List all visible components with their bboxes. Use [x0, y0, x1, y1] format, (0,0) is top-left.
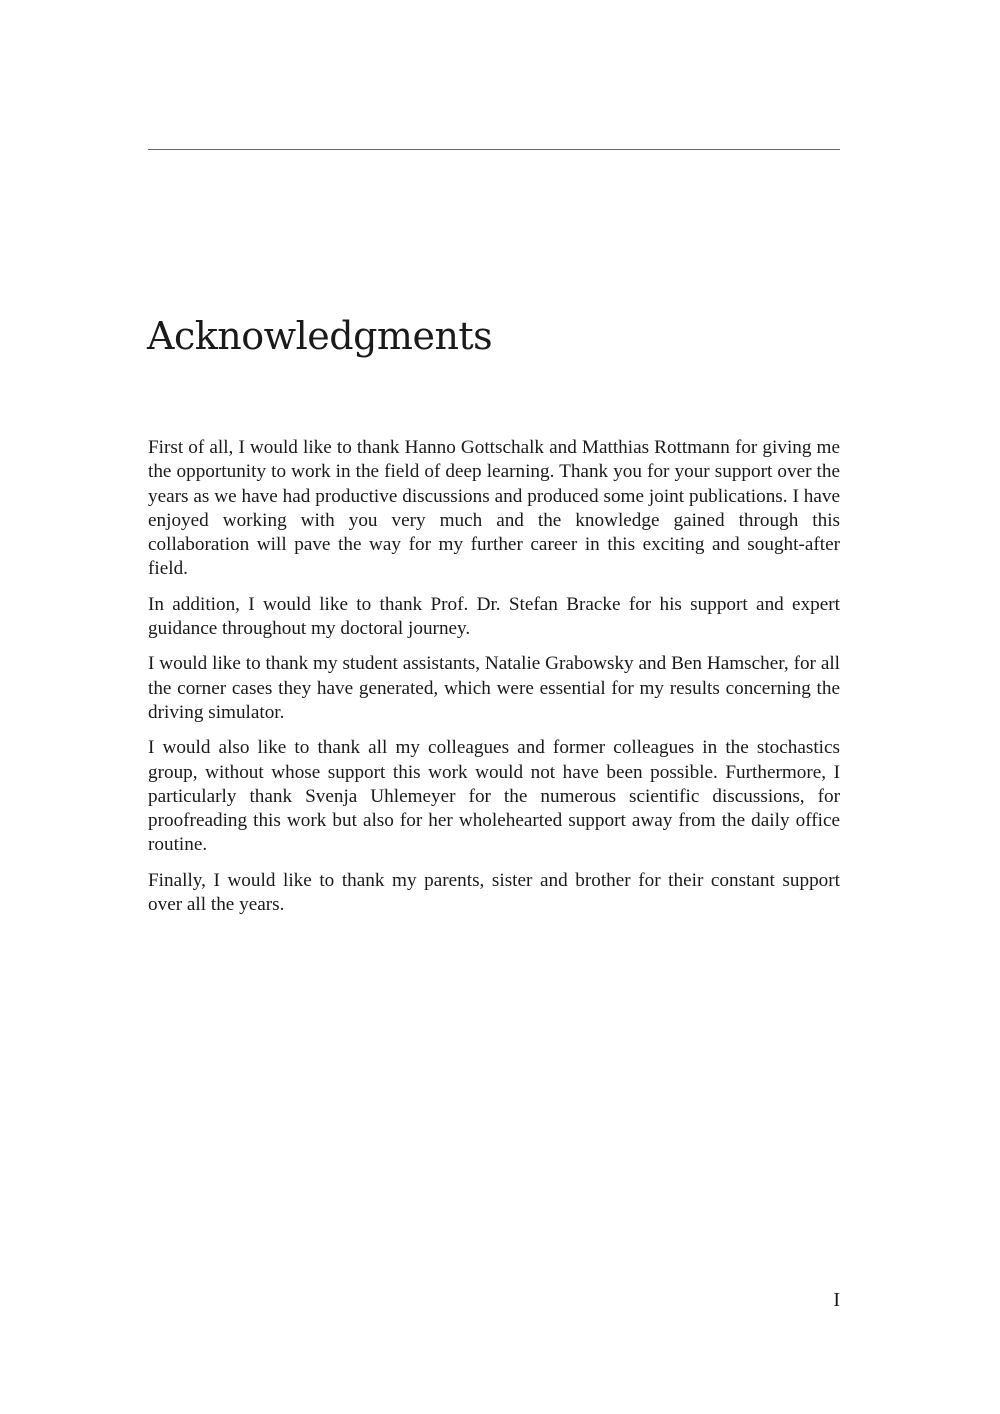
paragraph: In addition, I would like to thank Prof. Dr. Stefan Bracke for his support and expert guidance throughout my doctoral journey.	[148, 593, 840, 640]
paragraph: I would also like to thank all my colleagues and former colleagues in the stochastics group, without whose support this work would not have been possible. Furthermore, I particularly thank Svenja Uhlemeyer for the numerous scientific discussions, for proofreading this work but also for her wholehearted support away from the daily office routine.	[148, 737, 840, 856]
acknowledgments-body	[148, 436, 840, 928]
paragraph: Finally, I would like to thank my parents, sister and brother for their constant support over all the years.	[148, 869, 840, 916]
paragraph: First of all, I would like to thank Hanno Gottschalk and Matthias Rottmann for giving me the opportunity to work in the field of deep learning. Thank you for your support over the years as we have had productive discussions and produced some joint publications. I have enjoyed working with you very much and the knowledge gained through this collaboration will pave the way for my further career in this exciting and sought-after field.	[148, 437, 840, 580]
page-number: I	[833, 1289, 840, 1311]
page-title: Acknowledgments	[147, 314, 493, 358]
paragraph: I would like to thank my student assistants, Natalie Grabowsky and Ben Hamscher, for all the corner cases they have generated, which were essential for my results concerning the driving simulator.	[148, 653, 840, 723]
header-rule	[148, 149, 840, 150]
